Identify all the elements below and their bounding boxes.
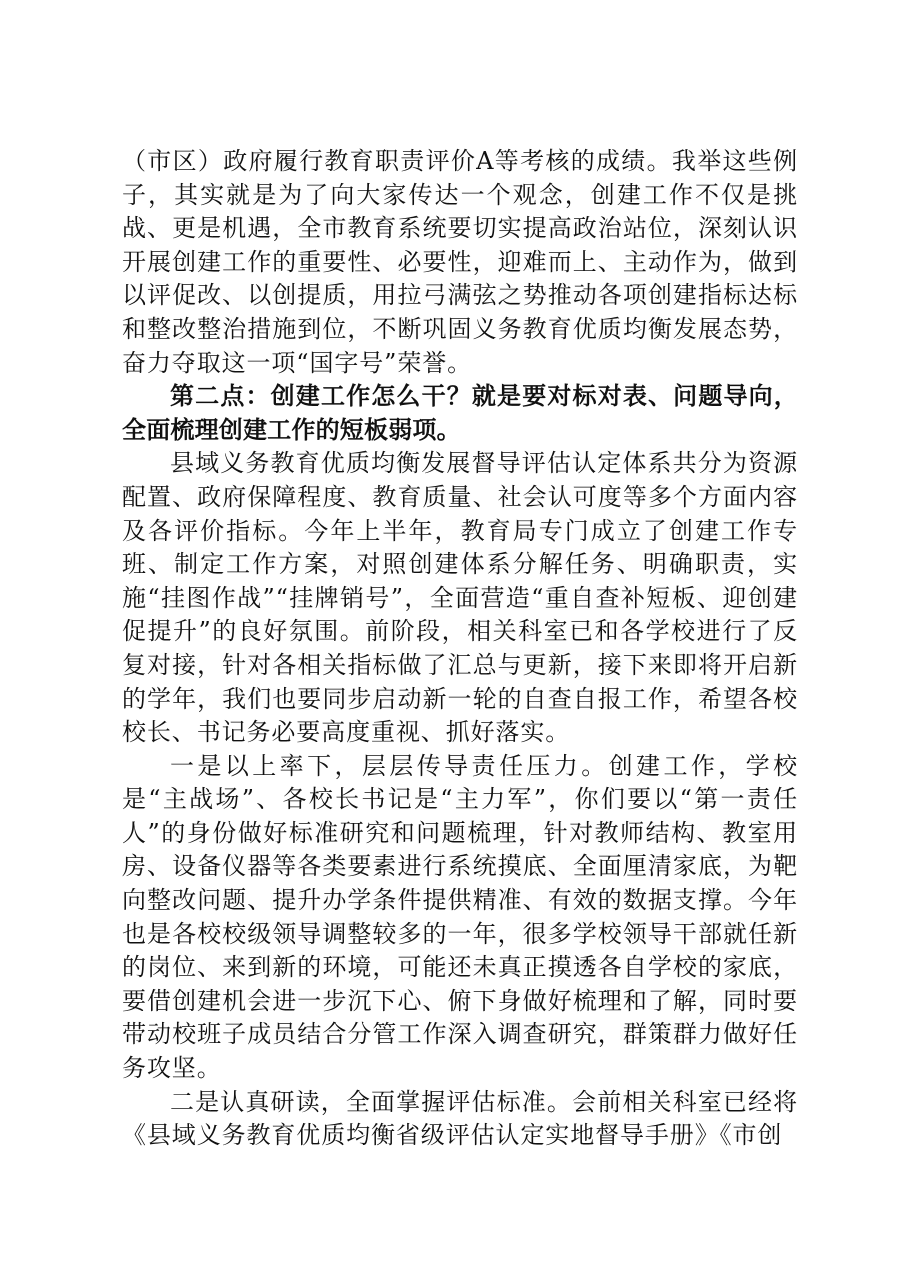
paragraph-point-one: 一是以上率下，层层传导责任压力。创建工作，学校是“主战场”、各校长书记是“主力军”，你们要以“第一责任人”的身份做好标准研究和问题梳理，针对教师结构、教室用房、设备仪器等各类要素进行系统摸底、全面厘清家底，为靶向整改问题、提升办学条件提供精准、有效的数据支撑。今年也是各校校级领导调整较多的一年，很多学校领导干部就任新的岗位、来到新的环境，可能还未真正摸透各自学校的家底，要借创建机会进一步沉下心、俯下身做好梳理和了解，同时要带动校班子成员结合分管工作深入调查研究，群策群力做好任务攻坚。 [122, 751, 798, 1083]
section-heading: 第二点：创建工作怎么干？就是要对标对表、问题导向，全面梳理创建工作的短板弱项。 [122, 382, 798, 444]
paragraph-point-two: 二是认真研读，全面掌握评估标准。会前相关科室已经将《县域义务教育优质均衡省级评估认定实地督导手册》《市创 [122, 1087, 798, 1150]
paragraph-continuation: （市区）政府履行教育职责评价A等考核的成绩。我举这些例子，其实就是为了向大家传达一个观念，创建工作不仅是挑战、更是机遇，全市教育系统要切实提高政治站位，深刻认识开展创建工作的重要性、必要性，迎难而上、主动作为，做到以评促改、以创提质，用拉弓满弦之势推动各项创建指标达标和整改整治措施到位，不断巩固义务教育优质均衡发展态势，奋力夺取这一项“国字号”荣誉。 [122, 147, 798, 377]
paragraph-evaluation-system: 县域义务教育优质均衡发展督导评估认定体系共分为资源配置、政府保障程度、教育质量、社会认可度等多个方面内容及各评价指标。今年上半年，教育局专门成立了创建工作专班、制定工作方案，对照创建体系分解任务、明确职责，实施“挂图作战”“挂牌销号”，全面营造“重自查补短板、迎创建促提升”的良好氛围。前阶段，相关科室已和各学校进行了反复对接，针对各相关指标做了汇总与更新，接下来即将开启新的学年，我们也要同步启动新一轮的自查自报工作，希望各校校长、书记务必要高度重视、抓好落实。 [122, 449, 798, 747]
document-body [122, 145, 798, 1153]
